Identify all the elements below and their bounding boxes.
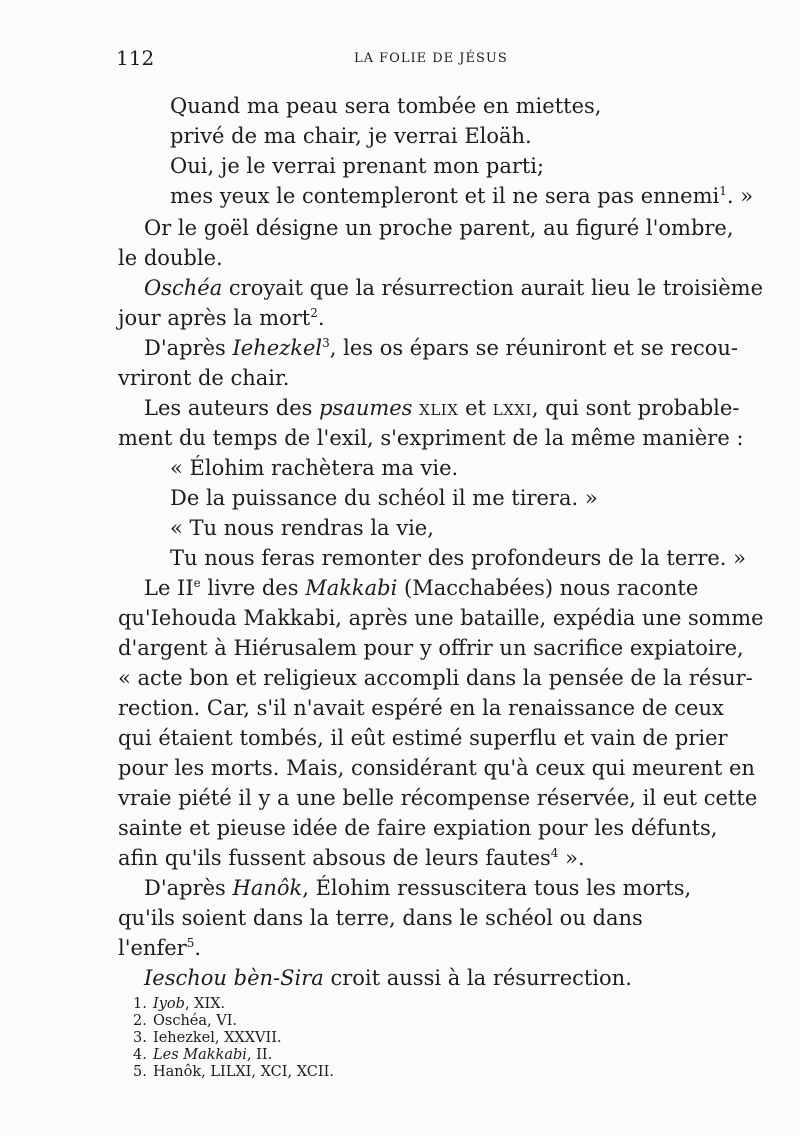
- text-run-small-caps: LXXI: [492, 401, 532, 419]
- text-line: [144, 334, 738, 362]
- text-run-italic: Ieschou bèn-Sira: [144, 966, 324, 990]
- text-line: [170, 544, 746, 572]
- footnote: [133, 1047, 272, 1064]
- text-line: [170, 454, 458, 482]
- footnote-ref: 1: [719, 184, 727, 198]
- text-run: le double.: [118, 246, 223, 270]
- text-run: sainte et pieuse idée de faire expiation pour les défunts,: [118, 816, 718, 840]
- text-run: , les os épars se réuniront et se recou-: [329, 336, 739, 360]
- page-number: 112: [116, 46, 155, 70]
- text-run: livre des: [200, 576, 306, 600]
- text-line: [118, 364, 289, 392]
- text-line: [118, 754, 755, 782]
- text-line: [118, 664, 753, 692]
- text-run: privé de ma chair, je verrai Eloäh.: [170, 124, 532, 148]
- text-run: croyait que la résurrection aurait lieu le troisième: [222, 276, 763, 300]
- text-run: qu'ils soient dans la terre, dans le schéol ou dans: [118, 906, 643, 930]
- text-line: [118, 424, 744, 452]
- text-run: De la puissance du schéol il me tirera. »: [170, 486, 598, 510]
- footnote: [133, 1013, 237, 1030]
- text-run: , Élohim ressuscitera tous les morts,: [302, 876, 692, 900]
- footnote: [133, 996, 225, 1013]
- text-run-italic: Oschéa: [144, 276, 223, 300]
- footnote-number: 4.: [133, 1047, 147, 1063]
- text-line: [170, 92, 601, 120]
- text-run: d'argent à Hiérusalem pour y offrir un sacrifice expiatoire,: [118, 636, 744, 660]
- text-line: [144, 394, 739, 424]
- text-run: vraie piété il y a une belle récompense réservée, il eut cette: [118, 786, 758, 810]
- text-run: « Tu nous rendras la vie,: [170, 516, 434, 540]
- footnote: [133, 1064, 334, 1081]
- text-run-italic: Iehezkel: [232, 336, 323, 360]
- text-run-small-caps: XLIX: [419, 401, 459, 419]
- text-run: , qui sont probable-: [531, 396, 740, 420]
- text-line: [144, 274, 763, 302]
- footnote-number: 2.: [133, 1013, 147, 1029]
- text-run: Le II: [144, 576, 194, 600]
- footnote-text-italic: Les Makkabi: [153, 1047, 247, 1063]
- text-run: mes yeux le contempleront et il ne sera pas ennemi: [170, 184, 720, 208]
- text-run-italic: Makkabi: [305, 576, 398, 600]
- text-run: Quand ma peau sera tombée en miettes,: [170, 94, 602, 118]
- footnote-text-italic: Iyob: [153, 996, 185, 1012]
- text-run: « acte bon et religieux accompli dans la pensée de la résur-: [118, 666, 753, 690]
- text-run: vriront de chair.: [118, 366, 290, 390]
- text-run: Oui, je le verrai prenant mon parti;: [170, 154, 545, 178]
- text-line: [118, 244, 223, 272]
- footnote-ref: 3: [322, 336, 330, 350]
- text-line: [144, 574, 698, 602]
- superscript: e: [193, 576, 201, 590]
- text-line: [118, 784, 757, 812]
- footnote: [133, 1030, 282, 1047]
- text-run: D'après: [144, 876, 233, 900]
- footnote-ref: 4: [550, 846, 559, 860]
- text-line: [144, 874, 691, 902]
- footnote-text: , II.: [246, 1047, 273, 1063]
- text-run: Or le goël désigne un proche parent, au figuré l'ombre,: [144, 216, 734, 240]
- text-run: . »: [726, 184, 754, 208]
- text-line: [170, 182, 753, 210]
- text-run: rection. Car, s'il n'avait espéré en la renaissance de ceux: [118, 696, 724, 720]
- text-run: D'après: [144, 336, 233, 360]
- footnote-number: 5.: [133, 1064, 147, 1080]
- text-run: Tu nous feras remonter des profondeurs de la terre. »: [170, 546, 746, 570]
- text-run: ».: [558, 846, 585, 870]
- footnote-text: Hanôk, LILXI, XCI, XCII.: [153, 1064, 334, 1080]
- text-line: [170, 152, 544, 180]
- running-title: LA FOLIE DE JÉSUS: [354, 51, 508, 66]
- footnote-text: Oschéa, VI.: [153, 1013, 238, 1029]
- text-run: pour les morts. Mais, considérant qu'à ceux qui meurent en: [118, 756, 755, 780]
- text-run: qui étaient tombés, il eût estimé superflu et vain de prier: [118, 726, 728, 750]
- text-run: et: [458, 396, 493, 420]
- text-run: l'enfer: [118, 936, 187, 960]
- text-line: [144, 964, 632, 992]
- text-line: [118, 634, 744, 662]
- text-line: [144, 214, 734, 242]
- text-run: ment du temps de l'exil, s'expriment de la même manière :: [118, 426, 744, 450]
- text-run: afin qu'ils fussent absous de leurs fautes: [118, 846, 551, 870]
- footnote-text: Iehezkel, XXXVII.: [153, 1030, 282, 1046]
- text-line: [118, 304, 325, 332]
- text-run: croit aussi à la résurrection.: [323, 966, 632, 990]
- footnote-ref: 2: [310, 306, 318, 320]
- text-line: [170, 122, 532, 150]
- text-line: [118, 694, 724, 722]
- text-line: [118, 934, 201, 962]
- footnote-number: 1.: [133, 996, 147, 1012]
- footnote-ref: 5: [186, 936, 195, 950]
- text-run: « Élohim rachètera ma vie.: [170, 456, 459, 480]
- text-run: (Macchabées) nous raconte: [397, 576, 699, 600]
- text-run: Les auteurs des: [144, 396, 320, 420]
- text-run-italic: psaumes: [319, 396, 413, 420]
- footnote-text: , XIX.: [184, 996, 226, 1012]
- text-run: .: [194, 936, 202, 960]
- text-line: [170, 514, 434, 542]
- footnote-number: 3.: [133, 1030, 147, 1046]
- text-line: [118, 724, 728, 752]
- text-run: .: [317, 306, 325, 330]
- text-line: [118, 604, 764, 632]
- text-run: qu'Iehouda Makkabi, après une bataille, expédia une somme: [118, 606, 764, 630]
- text-line: [118, 844, 585, 872]
- text-line: [170, 484, 598, 512]
- text-line: [118, 904, 643, 932]
- text-run-italic: Hanôk: [232, 876, 303, 900]
- text-line: [118, 814, 717, 842]
- text-run: jour après la mort: [118, 306, 311, 330]
